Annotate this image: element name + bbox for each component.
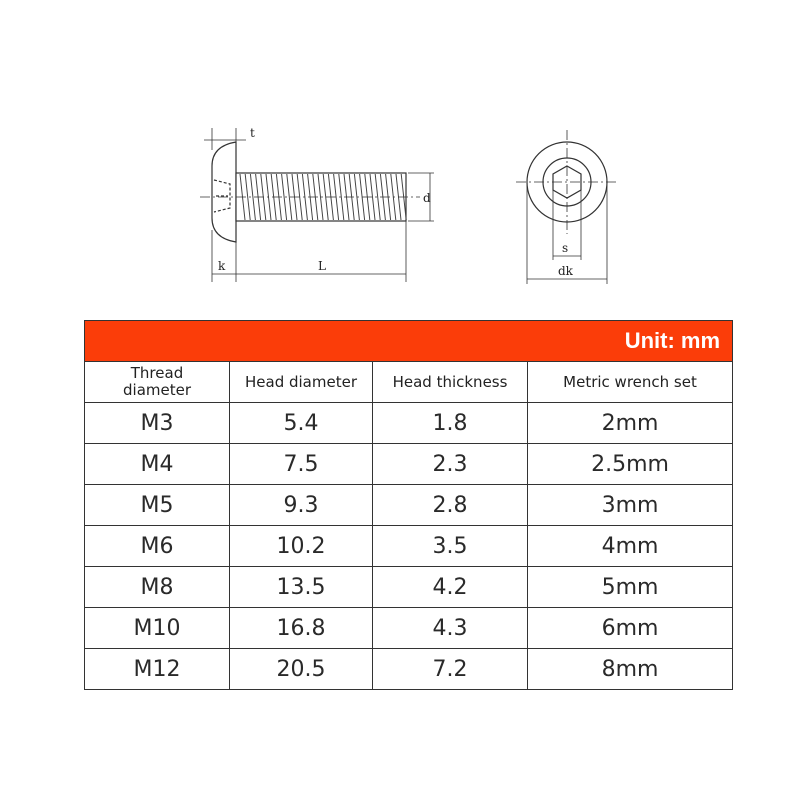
label-s: s	[562, 241, 569, 255]
spec-table	[84, 320, 733, 690]
label-L: L	[318, 259, 326, 273]
side-view	[200, 128, 434, 282]
cell-head-thickness: 7.2	[373, 649, 528, 690]
screw-dimension-diagram	[0, 0, 800, 300]
cell-head-diameter: 20.5	[230, 649, 373, 690]
unit-label: Unit: mm	[624, 328, 721, 353]
cell-head-diameter: 10.2	[230, 526, 373, 567]
table-row	[85, 403, 733, 444]
header-wrench-set: Metric wrench set	[528, 362, 733, 403]
cell-head-thickness: 2.3	[373, 444, 528, 485]
cell-head-thickness: 1.8	[373, 403, 528, 444]
cell-head-diameter: 7.5	[230, 444, 373, 485]
cell-head-thickness: 2.8	[373, 485, 528, 526]
table-row	[85, 649, 733, 690]
label-dk: dk	[558, 264, 573, 278]
cell-thread: M4	[85, 444, 230, 485]
cell-wrench: 8mm	[528, 649, 733, 690]
cell-head-diameter: 16.8	[230, 608, 373, 649]
table-row	[85, 444, 733, 485]
label-k: k	[218, 259, 226, 273]
cell-wrench: 3mm	[528, 485, 733, 526]
cell-head-diameter: 13.5	[230, 567, 373, 608]
cell-thread: M3	[85, 403, 230, 444]
cell-head-diameter: 9.3	[230, 485, 373, 526]
cell-thread: M6	[85, 526, 230, 567]
header-head-diameter: Head diameter	[230, 362, 373, 403]
cell-thread: M12	[85, 649, 230, 690]
cell-thread: M8	[85, 567, 230, 608]
label-t: t	[250, 126, 255, 140]
cell-thread: M10	[85, 608, 230, 649]
label-d: d	[423, 191, 431, 205]
cell-head-diameter: 5.4	[230, 403, 373, 444]
header-row	[85, 362, 733, 403]
table-row	[85, 526, 733, 567]
cell-head-thickness: 3.5	[373, 526, 528, 567]
cell-wrench: 2.5mm	[528, 444, 733, 485]
table-row	[85, 608, 733, 649]
unit-banner	[85, 321, 733, 362]
table-row	[85, 567, 733, 608]
cell-wrench: 6mm	[528, 608, 733, 649]
cell-thread: M5	[85, 485, 230, 526]
table-row	[85, 485, 733, 526]
cell-wrench: 2mm	[528, 403, 733, 444]
header-thread-diameter: Thread diameter	[85, 362, 230, 403]
cell-wrench: 5mm	[528, 567, 733, 608]
front-view	[516, 130, 618, 284]
cell-head-thickness: 4.2	[373, 567, 528, 608]
cell-wrench: 4mm	[528, 526, 733, 567]
header-head-thickness: Head thickness	[373, 362, 528, 403]
cell-head-thickness: 4.3	[373, 608, 528, 649]
